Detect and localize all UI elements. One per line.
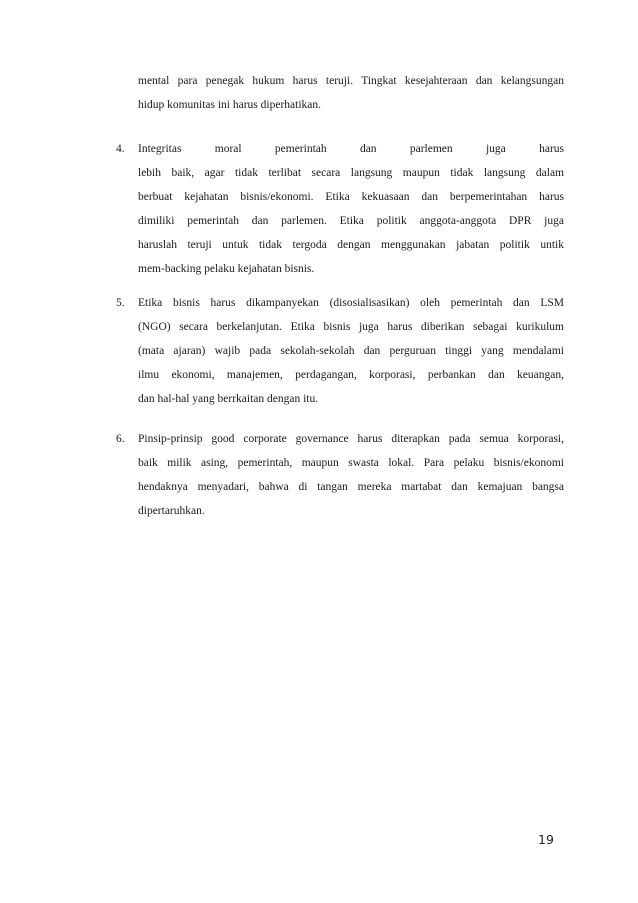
text-line: lebih baik, agar tidak terlibat secara langsung maupun tidak langsung dalam — [138, 167, 564, 179]
text-line: dimiliki pemerintah dan parlemen. Etika politik anggota-anggota DPR juga — [138, 215, 564, 227]
list-item-number: 4. — [116, 143, 125, 155]
text-line: dan hal-hal yang berrkaitan dengan itu. — [138, 393, 319, 405]
text-line: mem-backing pelaku kejahatan bisnis. — [138, 263, 315, 275]
text-line: berbuat kejahatan bisnis/ekonomi. Etika kekuasaan dan berpemerintahan harus — [138, 191, 564, 203]
text-line: hendaknya menyadari, bahwa di tangan mereka martabat dan kemajuan bangsa — [138, 481, 564, 493]
text-line: ilmu ekonomi, manajemen, perdagangan, korporasi, perbankan dan keuangan, — [138, 369, 564, 381]
list-item-number: 6. — [116, 433, 125, 445]
text-line: (mata ajaran) wajib pada sekolah-sekolah dan perguruan tinggi yang mendalami — [138, 345, 564, 357]
text-line: dipertaruhkan. — [138, 505, 205, 517]
text-line: (NGO) secara berkelanjutan. Etika bisnis juga harus diberikan sebagai kurikulum — [138, 321, 564, 333]
text-line: haruslah teruji untuk tidak tergoda dengan menggunakan jabatan politik untik — [138, 239, 564, 251]
list-item-number: 5. — [116, 297, 125, 309]
text-line: Integritas moral pemerintah dan parlemen juga harus — [138, 143, 564, 155]
text-line: Pinsip-prinsip good corporate governance harus diterapkan pada semua korporasi, — [138, 433, 564, 445]
text-line: hidup komunitas ini harus diperhatikan. — [138, 99, 322, 111]
page-number: 19 — [538, 832, 554, 847]
text-line: baik milik asing, pemerintah, maupun swasta lokal. Para pelaku bisnis/ekonomi — [138, 457, 564, 469]
text-line: mental para penegak hukum harus teruji. Tingkat kesejahteraan dan kelangsungan — [138, 75, 564, 87]
text-line: Etika bisnis harus dikampanyekan (disosialisasikan) oleh pemerintah dan LSM — [138, 297, 564, 309]
